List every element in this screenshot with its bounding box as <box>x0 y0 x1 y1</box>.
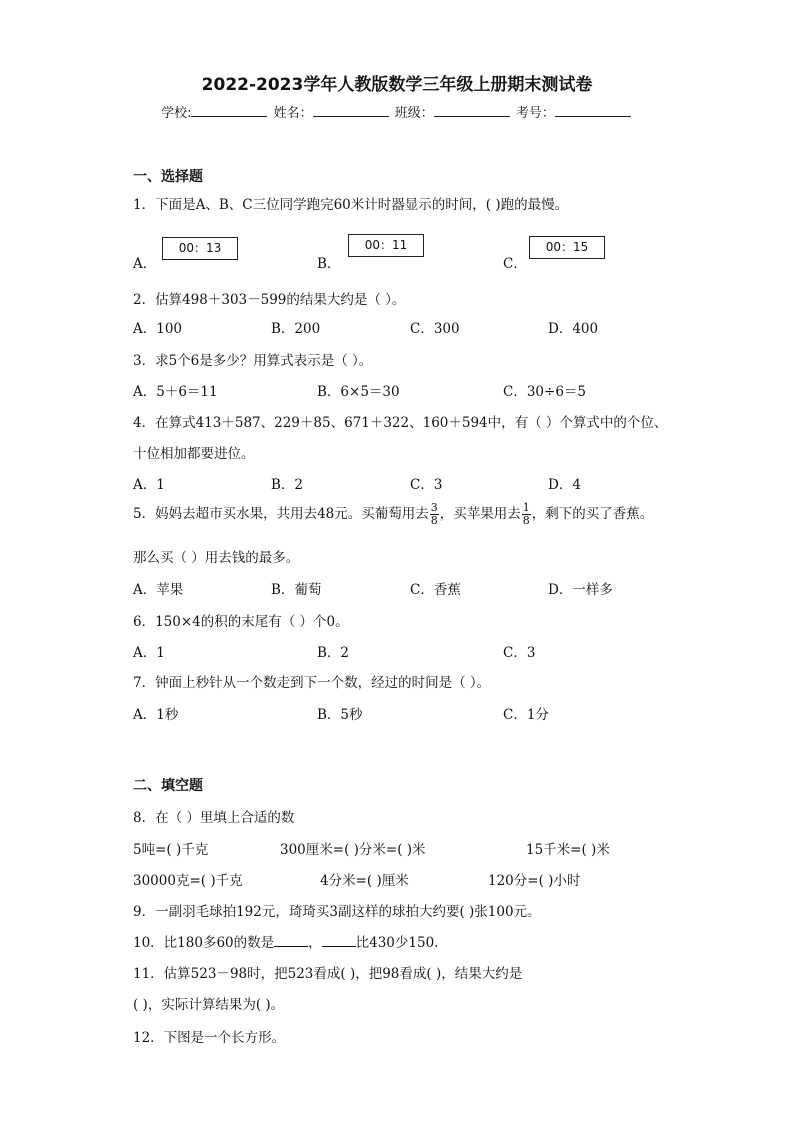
q10-blank-2[interactable] <box>322 934 356 947</box>
q3-option-a: A．5＋6＝11 <box>133 384 218 400</box>
fraction-2-numerator: 1 <box>522 501 530 514</box>
q8-row2-item-2: 4分米=( )厘米 <box>320 873 409 889</box>
q7-option-c: C．1分 <box>503 707 549 723</box>
q6-option-c: C．3 <box>503 645 536 661</box>
q1-option-a-timer: 00：13 <box>162 237 238 260</box>
question-7: 7．钟面上秒针从一个数走到下一个数，经过的时间是（ ）。 <box>133 675 491 691</box>
q6-option-b: B．2 <box>317 645 350 661</box>
q5-text-part-3: ，剩下的买了香蕉。 <box>531 506 654 522</box>
question-1: 1．下面是A、B、C三位同学跑完60米计时器显示的时间，( )跑的最慢。 <box>133 197 569 213</box>
q1-option-a-label: A． <box>133 256 157 272</box>
q8-row1-item-3: 15千米=( )米 <box>526 842 610 858</box>
section-heading-choice: 一、选择题 <box>133 169 203 185</box>
question-9: 9．一副羽毛球拍192元，琦琦买3副这样的球拍大约要( )张100元。 <box>133 904 541 920</box>
question-3: 3．求5个6是多少？用算式表示是（ ）。 <box>133 353 373 369</box>
name-label: 姓名： <box>273 106 313 121</box>
q3-option-b: B．6×5＝30 <box>317 384 400 400</box>
exam-no-blank[interactable] <box>555 104 631 117</box>
q2-option-d: D．400 <box>548 321 599 337</box>
q1-option-c-timer: 00：15 <box>529 236 605 259</box>
q2-option-b: B．200 <box>271 321 321 337</box>
q10-text-part-3: 比430少150． <box>355 935 448 951</box>
school-blank[interactable] <box>191 104 267 117</box>
q1-option-c-label: C． <box>503 256 527 272</box>
q5-text-part-1: 5．妈妈去超市买水果，共用去48元。买葡萄用去 <box>133 506 429 522</box>
class-blank[interactable] <box>434 104 510 117</box>
q4-option-b: B．2 <box>271 477 304 493</box>
question-11-line-1: 11．估算523－98时，把523看成( )，把98看成( )，结果大约是 <box>133 966 523 982</box>
q10-blank-1[interactable] <box>274 934 308 947</box>
q2-option-a: A．100 <box>133 321 183 337</box>
q10-text-part-2: ， <box>308 935 322 951</box>
fraction-one-eighth <box>522 502 531 527</box>
q8-row2-item-3: 120分=( )小时 <box>488 873 581 889</box>
question-11-line-2: ( )，实际计算结果为( )。 <box>133 997 285 1013</box>
q6-option-a: A．1 <box>133 645 165 661</box>
question-5-line-2: 那么买（ ）用去钱的最多。 <box>133 550 300 566</box>
q4-option-d: D．4 <box>548 477 581 493</box>
q10-text-part-1: 10．比180多60的数是 <box>133 935 275 951</box>
page-title: 2022-2023学年人教版数学三年级上册期末测试卷 <box>201 75 593 95</box>
q2-option-c: C．300 <box>410 321 460 337</box>
q4-option-a: A．1 <box>133 477 165 493</box>
q7-option-a: A．1秒 <box>133 707 179 723</box>
q1-option-b-label: B． <box>317 256 341 272</box>
fraction-1-denominator: 8 <box>430 514 438 527</box>
q8-row1-item-1: 5吨=( )千克 <box>133 842 209 858</box>
q5-option-d: D．一样多 <box>548 582 613 598</box>
q3-option-c: C．30÷6＝5 <box>503 384 586 400</box>
question-12: 12．下图是一个长方形。 <box>133 1030 286 1046</box>
question-2: 2．估算498＋303－599的结果大约是（ ）。 <box>133 292 406 308</box>
fraction-2-denominator: 8 <box>522 514 530 527</box>
question-8: 8．在（ ）里填上合适的数 <box>133 810 295 826</box>
q5-option-b: B．葡萄 <box>271 582 322 598</box>
q4-option-c: C．3 <box>410 477 443 493</box>
q5-option-c: C．香蕉 <box>410 582 461 598</box>
q1-option-b-timer: 00：11 <box>348 234 424 257</box>
q8-row1-item-2: 300厘米=( )分米=( )米 <box>280 842 426 858</box>
question-10 <box>133 931 448 951</box>
name-blank[interactable] <box>313 104 389 117</box>
question-4-line-2: 十位相加都要进位。 <box>133 446 255 462</box>
student-info-line <box>0 102 794 121</box>
question-6: 6．150×4的积的末尾有（ ）个0。 <box>133 614 349 630</box>
q8-row2-item-1: 30000克=( )千克 <box>133 873 243 889</box>
fraction-1-numerator: 3 <box>430 501 438 514</box>
exam-no-label: 考号： <box>515 106 555 121</box>
question-5-line-1 <box>133 502 653 527</box>
q7-option-b: B．5秒 <box>317 707 363 723</box>
school-label: 学校: <box>161 106 192 121</box>
section-heading-fill-in: 二、填空题 <box>133 778 203 794</box>
class-label: 班级： <box>394 106 434 121</box>
q5-text-part-2: ，买苹果用去 <box>439 506 521 522</box>
q5-option-a: A．苹果 <box>133 582 184 598</box>
question-4-line-1: 4．在算式413＋587、229＋85、671＋322、160＋594中，有（ ）个算式中的个位、 <box>133 415 668 431</box>
fraction-three-eighths <box>430 502 439 527</box>
